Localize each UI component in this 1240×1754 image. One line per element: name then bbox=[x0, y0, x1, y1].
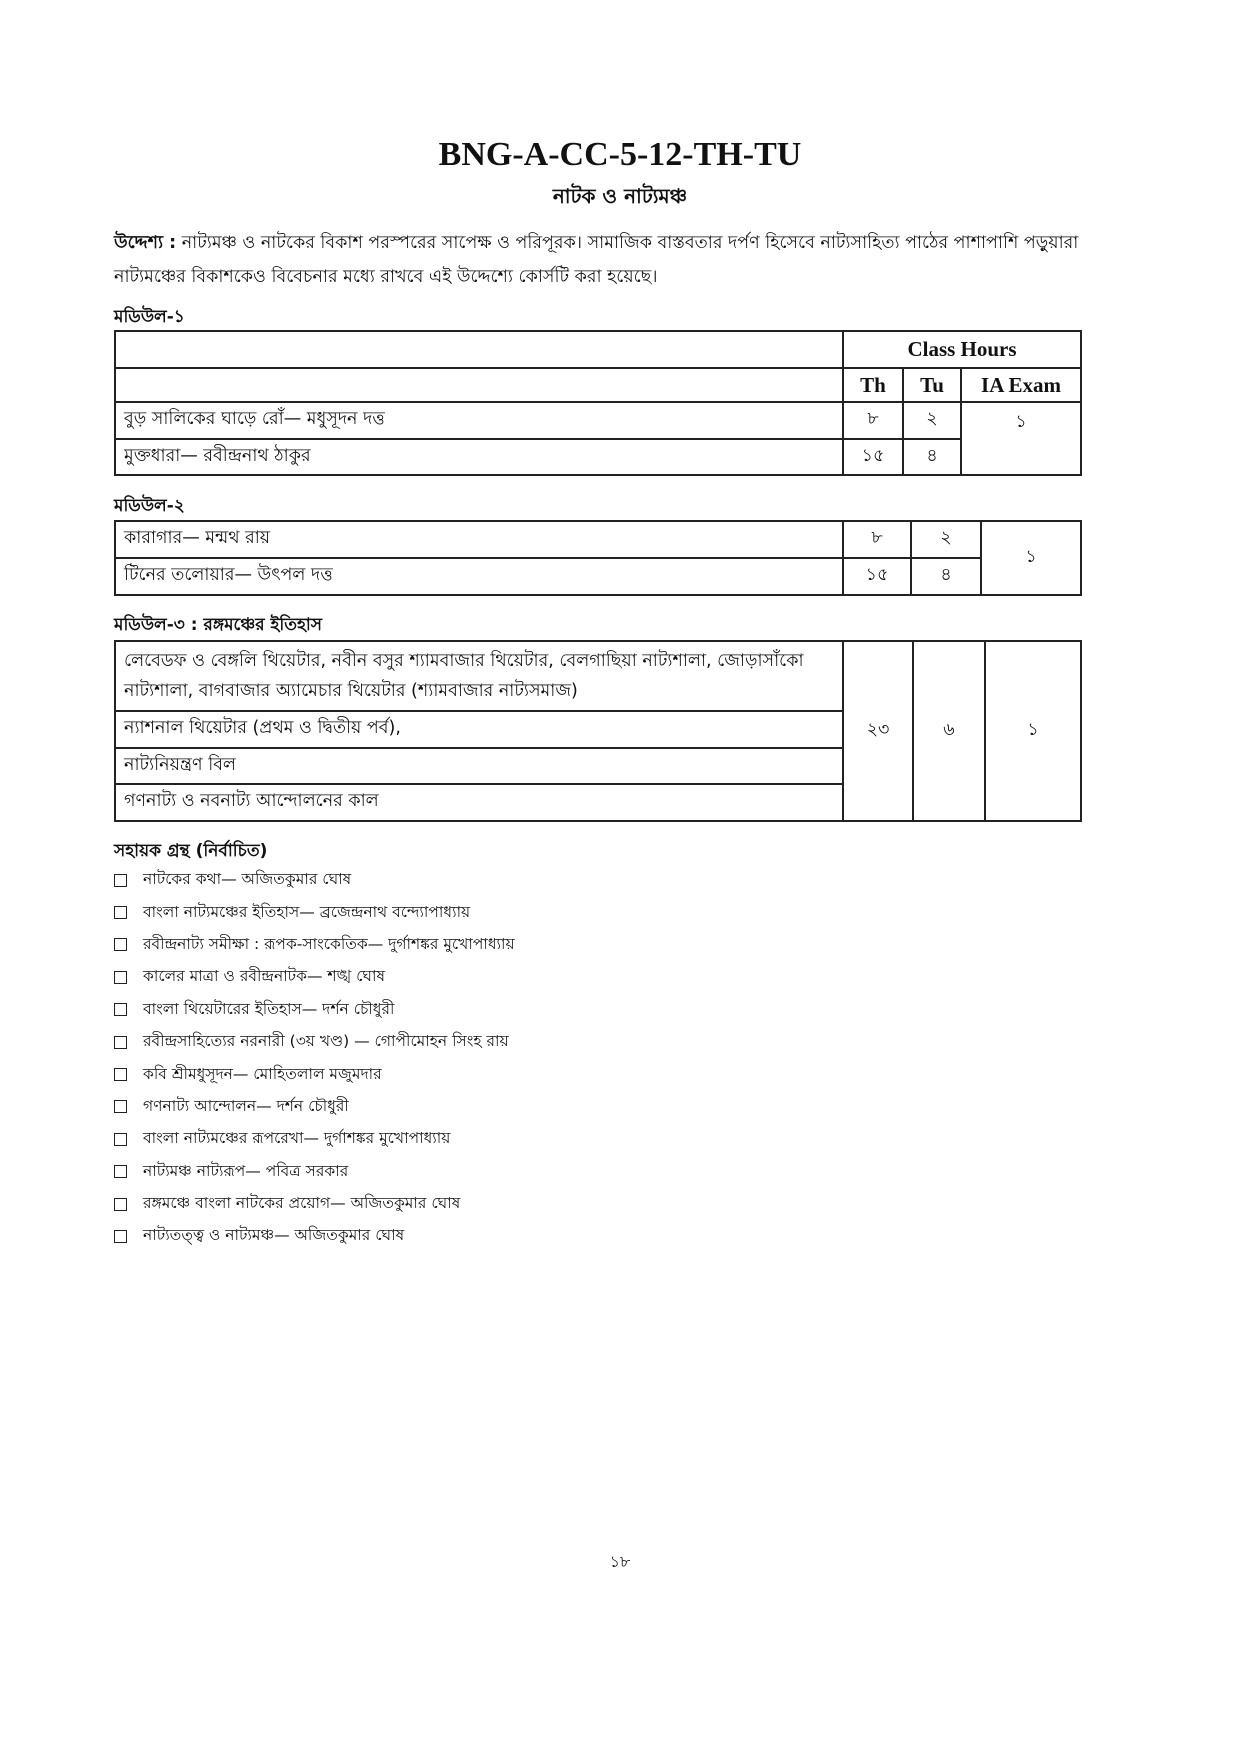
module-2-heading: মডিউল-২ bbox=[114, 496, 185, 516]
page-number: ১৮ bbox=[609, 1552, 631, 1571]
checkbox-square-icon bbox=[114, 1003, 127, 1016]
checkbox-square-icon bbox=[114, 1198, 127, 1211]
list-item bbox=[114, 1188, 515, 1220]
references-list bbox=[114, 864, 515, 1253]
list-item bbox=[114, 929, 515, 961]
th-column-header: Th bbox=[843, 368, 903, 402]
objective-label: উদ্দেশ্য : bbox=[114, 233, 177, 253]
reference-text: গণনাট্য আন্দোলন— দর্শন চৌধুরী bbox=[143, 1096, 349, 1115]
text-cell: নাট্যনিয়ন্ত্রণ বিল bbox=[115, 748, 843, 784]
objective-text: নাট্যমঞ্চ ও নাটকের বিকাশ পরস্পরের সাপেক্ষ ও পরিপূরক। সামাজিক বাস্তবতার দর্পণ হিসেবে নাট্যসাহিত্য পাঠের পাশাপাশি পড়ুয়ারা নাট্যমঞ্চের বিকাশকেও বিবেচনার মধ্যে রাখবে এই উদ্দেশ্যে কোর্সটি করা হয়েছে। bbox=[114, 233, 1079, 287]
reference-text: বাংলা নাট্যমঞ্চের ইতিহাস— ব্রজেন্দ্রনাথ বন্দ্যোপাধ্যায় bbox=[143, 902, 471, 921]
reference-text: রঙ্গমঞ্চে বাংলা নাটকের প্রয়োগ— অজিতকুমার ঘোষ bbox=[143, 1194, 461, 1213]
th-cell: ১৫ bbox=[843, 558, 911, 595]
header-blank-cell bbox=[115, 331, 843, 368]
ia-exam-column-header: IA Exam bbox=[961, 368, 1081, 402]
text-cell: মুক্তধারা— রবীন্দ্রনাথ ঠাকুর bbox=[115, 439, 843, 475]
ia-cell: ১ bbox=[985, 641, 1081, 821]
checkbox-square-icon bbox=[114, 971, 127, 984]
reference-text: কবি শ্রীমধুসূদন— মোহিতলাল মজুমদার bbox=[143, 1064, 382, 1083]
checkbox-square-icon bbox=[114, 1036, 127, 1049]
table-row bbox=[115, 521, 1081, 558]
references-heading: সহায়ক গ্রন্থ (নির্বাচিত) bbox=[114, 841, 268, 861]
reference-text: বাংলা নাট্যমঞ্চের রূপরেখা— দুর্গাশঙ্কর মুখোপাধ্যায় bbox=[143, 1129, 451, 1148]
reference-text: বাংলা থিয়েটারের ইতিহাস— দর্শন চৌধুরী bbox=[143, 999, 395, 1018]
reference-text: নাট্যতত্ত্ব ও নাট্যমঞ্চ— অজিতকুমার ঘোষ bbox=[143, 1226, 405, 1245]
module-3-heading: মডিউল-৩ : রঙ্গমঞ্চের ইতিহাস bbox=[114, 615, 323, 635]
module-1-header-row bbox=[115, 331, 1081, 368]
tu-cell: ২ bbox=[911, 521, 981, 558]
checkbox-square-icon bbox=[114, 1165, 127, 1178]
table-row bbox=[115, 402, 1081, 439]
text-cell: কারাগার— মন্মথ রায় bbox=[115, 521, 843, 558]
list-item bbox=[114, 1091, 515, 1123]
checkbox-square-icon bbox=[114, 1068, 127, 1081]
tu-cell: ২ bbox=[903, 402, 961, 439]
module-1-heading: মডিউল-১ bbox=[114, 307, 185, 327]
list-item bbox=[114, 1123, 515, 1155]
table-row bbox=[115, 641, 1081, 711]
tu-cell: ৪ bbox=[911, 558, 981, 595]
list-item bbox=[114, 961, 515, 993]
text-cell: বুড় সালিকের ঘাড়ে রোঁ— মধুসূদন দত্ত bbox=[115, 402, 843, 439]
text-cell: টিনের তলোয়ার— উৎপল দত্ত bbox=[115, 558, 843, 595]
checkbox-square-icon bbox=[114, 1230, 127, 1243]
tu-column-header: Tu bbox=[903, 368, 961, 402]
list-item bbox=[114, 864, 515, 896]
module-1-subheader-row bbox=[115, 368, 1081, 402]
subheader-blank-cell bbox=[115, 368, 843, 402]
course-code: BNG-A-CC-5-12-TH-TU bbox=[438, 136, 802, 173]
reference-text: কালের মাত্রা ও রবীন্দ্রনাটক— শঙ্খ ঘোষ bbox=[143, 967, 385, 986]
reference-text: নাট্যমঞ্চ নাট্যরূপ— পবিত্র সরকার bbox=[143, 1161, 349, 1180]
reference-text: রবীন্দ্রনাট্য সমীক্ষা : রূপক-সাংকেতিক— দুর্গাশঙ্কর মুখোপাধ্যায় bbox=[143, 934, 515, 953]
ia-cell: ১ bbox=[981, 521, 1081, 595]
module-3-table bbox=[114, 640, 1082, 822]
objective-paragraph bbox=[114, 226, 1114, 294]
list-item bbox=[114, 1220, 515, 1252]
text-cell: ন্যাশনাল থিয়েটার (প্রথম ও দ্বিতীয় পর্ব), bbox=[115, 711, 843, 748]
module-2-table bbox=[114, 520, 1082, 596]
checkbox-square-icon bbox=[114, 874, 127, 887]
list-item bbox=[114, 1058, 515, 1090]
class-hours-header: Class Hours bbox=[843, 331, 1081, 368]
reference-text: নাটকের কথা— অজিতকুমার ঘোষ bbox=[143, 870, 352, 889]
text-cell: লেবেডফ ও বেঙ্গলি থিয়েটার, নবীন বসুর শ্যামবাজার থিয়েটার, বেলগাছিয়া নাট্যশালা, জোড়াসাঁকো নাট্যশালা, বাগবাজার অ্যামেচার থিয়েটার (শ্যামবাজার নাট্যসমাজ) bbox=[115, 641, 843, 711]
reference-text: রবীন্দ্রসাহিত্যের নরনারী (৩য় খণ্ড) — গোপীমোহন সিংহ রায় bbox=[143, 1032, 509, 1051]
th-cell: ৮ bbox=[843, 402, 903, 439]
tu-cell: ৪ bbox=[903, 439, 961, 475]
ia-cell: ১ bbox=[961, 402, 1081, 475]
checkbox-square-icon bbox=[114, 1133, 127, 1146]
th-cell: ৮ bbox=[843, 521, 911, 558]
course-title: নাটক ও নাট্যমঞ্চ bbox=[552, 184, 688, 208]
table-row bbox=[115, 439, 1081, 475]
table-row bbox=[115, 558, 1081, 595]
checkbox-square-icon bbox=[114, 938, 127, 951]
list-item bbox=[114, 896, 515, 928]
th-cell: ১৫ bbox=[843, 439, 903, 475]
list-item bbox=[114, 1156, 515, 1188]
tu-cell: ৬ bbox=[913, 641, 985, 821]
checkbox-square-icon bbox=[114, 1100, 127, 1113]
th-cell: ২৩ bbox=[843, 641, 913, 821]
text-cell: গণনাট্য ও নবনাট্য আন্দোলনের কাল bbox=[115, 784, 843, 821]
module-1-table bbox=[114, 330, 1082, 476]
list-item bbox=[114, 1026, 515, 1058]
checkbox-square-icon bbox=[114, 906, 127, 919]
list-item bbox=[114, 994, 515, 1026]
